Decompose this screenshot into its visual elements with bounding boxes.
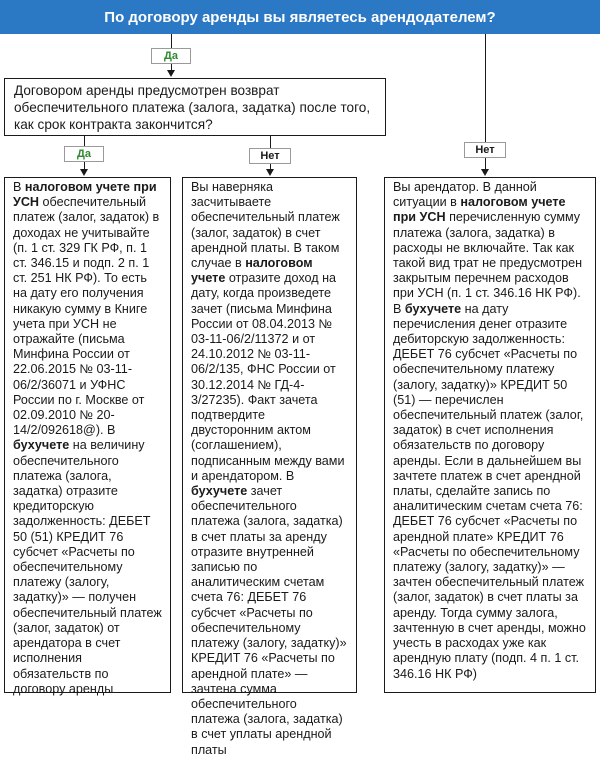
answer-box-tenant: Вы арендатор. В данной ситуации в налоговом учете при УСН перечисленную сумму платежа (залога, задатка) в расходы не включайте. Так как такой вид трат не предусмотрен закрытым перечнем расходов при УСН (п. 1 ст. 346.16 НК РФ). В бухучете на дату перечисления денег отразите дебиторскую задолженность: ДЕБЕТ 76 субсчет «Расчеты по обеспечительному платежу (залогу, задатку)» КРЕДИТ 50 (51) — перечислен обеспечительный платеж (залог, задаток) в счет исполнения обязательств по договору аренды. Если в дальнейшем вы зачтете платеж в счет арендной платы, сделайте запись по аналитическим счетам счета 76: ДЕБЕТ 76 субсчет «Расчеты по арендной плате» КРЕДИТ 76 «Расчеты по обеспечительному платежу (залогу, задатку)» — зачтен обеспечительный платеж (залог, задаток) в счет платы за аренду. Тогда сумму залога, зачтенную в счет аренды, можно учесть в расходах уже как арендную плату (подп. 4 п. 1 ст. 346.16 НК РФ)	[384, 177, 596, 693]
yes-label-left: Да	[64, 146, 104, 162]
question-deposit-return: Договором аренды предусмотрен возврат обеспечительного платежа (залога, задатка) после того, как срок контракта закончится?	[4, 78, 386, 136]
answer-box-landlord-deposit-returned: В налоговом учете при УСН обеспечительный платеж (залог, задаток) в доходах не учитывайте (п. 1 ст. 329 ГК РФ, п. 1 ст. 346.15 и подп. 2 п. 1 ст. 251 НК РФ). То есть на дату его получения никакую сумму в Книге учета при УСН не отражайте (письма Минфина России от 22.06.2015 № 03-11-06/2/36071 и УФНС России по г. Москве от 02.09.2010 № 20-14/2/092618@). В бухучете на величину обеспечительного платежа (залога, задатка) отразите кредиторскую задолженность: ДЕБЕТ 50 (51) КРЕДИТ 76 субсчет «Расчеты по обеспечительному платежу (залогу, задатку)» — получен обеспечительный платеж (залог, задаток) от арендатора в счет исполнения обязательств по договору аренды	[4, 177, 171, 693]
connector-line	[485, 34, 486, 142]
main-question-header	[0, 0, 600, 34]
main-question-text: По договору аренды вы являетесь арендодателем?	[104, 8, 496, 26]
no-label-middle: Нет	[249, 148, 291, 164]
connector-line	[270, 136, 271, 148]
arrow-down-icon	[80, 169, 88, 176]
arrow-down-icon	[481, 169, 489, 176]
connector-line	[84, 136, 85, 146]
connector-line	[171, 34, 172, 48]
arrow-down-icon	[266, 169, 274, 176]
answer-box-landlord-deposit-offset: Вы наверняка засчитываете обеспечительный платеж (залог, задаток) в счет арендной платы. В таком случае в налоговом учете отразите доход на дату, когда произведете зачет (письма Минфина России от 08.04.2013 № 03-11-06/2/11372 и от 24.10.2012 № 03-11-06/2/135, ФНС России от 30.12.2014 № ГД-4-3/27235). Факт зачета подтвердите двусторонним актом (соглашением), подписанным между вами и арендатором. В бухучете зачет обеспечительного платежа (залога, задатка) в счет платы за аренду отразите внутренней записью по аналитическим счетам счета 76: ДЕБЕТ 76 субсчет «Расчеты по обеспечительному платежу (залогу, задатку)» КРЕДИТ 76 «Расчеты по арендной плате» — зачтена сумма обеспечительного платежа (залога, задатка) в счет уплаты арендной платы	[182, 177, 357, 693]
yes-label-top: Да	[151, 48, 191, 64]
no-label-right: Нет	[464, 142, 506, 158]
arrow-down-icon	[167, 70, 175, 77]
